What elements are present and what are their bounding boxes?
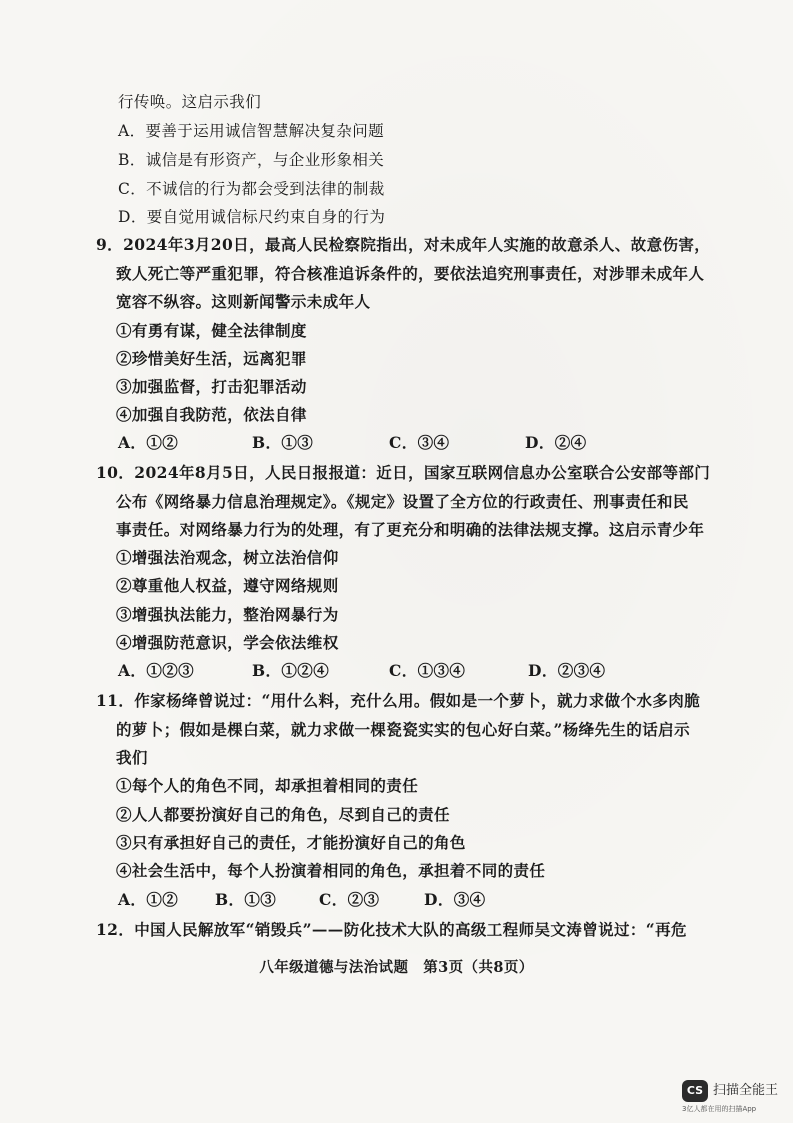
q9-item-3: ③加强监督，打击犯罪活动 — [116, 377, 307, 396]
watermark-app-name: 扫描全能王 — [713, 1083, 779, 1098]
q9-item-2: ②珍惜美好生活，远离犯罪 — [116, 349, 307, 368]
camscanner-logo-icon: CS — [682, 1080, 708, 1102]
q9-stem-line-3: 宽容不纵容。这则新闻警示未成年人 — [116, 292, 371, 311]
q11-stem-line-3: 我们 — [116, 748, 148, 767]
q11-item-2: ②人人都要扮演好自己的角色，尽到自己的责任 — [116, 805, 450, 824]
q11-item-1: ①每个人的角色不同，却承担着相同的责任 — [116, 776, 419, 795]
q8-option-c: C．不诚信的行为都会受到法律的制裁 — [118, 180, 385, 198]
q10-item-3: ③增强执法能力，整治网暴行为 — [116, 605, 339, 624]
q8-stem-tail: 行传唤。这启示我们 — [118, 93, 262, 111]
q8-option-b: B．诚信是有形资产，与企业形象相关 — [118, 151, 385, 169]
page-footer: 八年级道德与法治试题 第3页（共8页） — [259, 959, 534, 976]
watermark-tagline: 3亿人都在用的扫描App — [682, 1105, 757, 1113]
q9-choice-b: B．①③ — [252, 433, 314, 452]
q10-item-4: ④增强防范意识，学会依法维权 — [116, 633, 339, 652]
q11-item-4: ④社会生活中，每个人扮演着相同的角色，承担着不同的责任 — [116, 861, 546, 880]
q11-choice-a: A．①② — [118, 890, 179, 909]
q11-choice-d: D．③④ — [424, 890, 486, 909]
q10-choice-a: A．①②③ — [118, 661, 195, 680]
q10-item-2: ②尊重他人权益，遵守网络规则 — [116, 576, 339, 595]
q10-choice-d: D．②③④ — [528, 661, 606, 680]
q10-choice-c: C．①③④ — [389, 661, 466, 680]
q9-item-1: ①有勇有谋，健全法律制度 — [116, 321, 307, 340]
q9-stem-line-2: 致人死亡等严重犯罪，符合核准追诉条件的，要依法追究刑事责任，对涉罪未成年人 — [116, 264, 705, 283]
q11-stem-line-1: 11．作家杨绛曾说过：“用什么料，充什么用。假如是一个萝卜，就力求做个水多肉脆 — [96, 691, 701, 710]
q8-option-d: D．要自觉用诚信标尺约束自身的行为 — [118, 208, 386, 226]
q9-choice-d: D．②④ — [525, 433, 587, 452]
q9-choice-a: A．①② — [118, 433, 179, 452]
scanner-watermark — [682, 1080, 792, 1120]
q9-choice-c: C．③④ — [389, 433, 450, 452]
q10-stem-line-2: 公布《网络暴力信息治理规定》。《规定》设置了全方位的行政责任、刑事责任和民 — [116, 492, 689, 511]
q11-choice-b: B．①③ — [215, 890, 277, 909]
q10-item-1: ①增强法治观念，树立法治信仰 — [116, 548, 339, 567]
q11-item-3: ③只有承担好自己的责任，才能扮演好自己的角色 — [116, 833, 466, 852]
q12-stem-line-1: 12．中国人民解放军“销毁兵”——防化技术大队的高级工程师吴文涛曾说过：“再危 — [96, 920, 687, 939]
q11-stem-line-2: 的萝卜；假如是棵白菜，就力求做一棵瓷瓷实实的包心好白菜。”杨绛先生的话启示 — [116, 720, 690, 739]
q10-stem-line-1: 10．2024年8月5日，人民日报报道：近日，国家互联网信息办公室联合公安部等部门 — [96, 463, 711, 482]
q9-item-4: ④加强自我防范，依法自律 — [116, 405, 307, 424]
q8-option-a: A．要善于运用诚信智慧解决复杂问题 — [118, 122, 384, 140]
q10-stem-line-3: 事责任。对网络暴力行为的处理，有了更充分和明确的法律法规支撑。这启示青少年 — [116, 520, 705, 539]
q10-choice-b: B．①②④ — [252, 661, 330, 680]
q11-choice-c: C．②③ — [319, 890, 380, 909]
q9-stem-line-1: 9．2024年3月20日，最高人民检察院指出，对未成年人实施的故意杀人、故意伤害， — [96, 235, 711, 254]
